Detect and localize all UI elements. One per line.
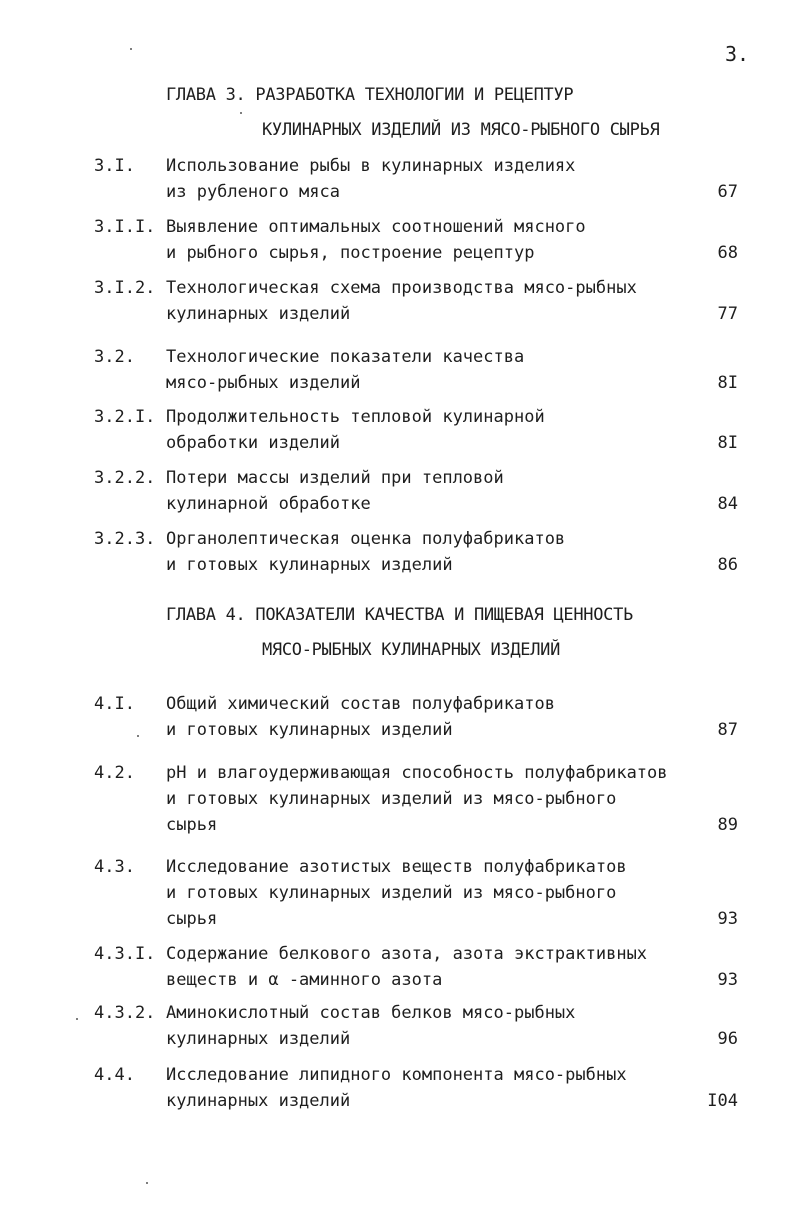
section-number: 3.2.I. bbox=[94, 407, 156, 427]
section-title-line: Потери массы изделий при тепловой bbox=[166, 468, 504, 488]
scan-speck bbox=[76, 1018, 78, 1020]
section-title-line: Исследование азотистых веществ полуфабрикатов bbox=[166, 857, 627, 877]
section-title-line: кулинарных изделий bbox=[166, 1029, 351, 1049]
section-title-line: Выявление оптимальных соотношений мясного bbox=[166, 217, 586, 237]
section-title-line: Общий химический состав полуфабрикатов bbox=[166, 694, 555, 714]
section-title-line: и готовых кулинарных изделий bbox=[166, 720, 453, 740]
chapter-3-title: ГЛАВА 3. РАЗРАБОТКА ТЕХНОЛОГИИ И РЕЦЕПТУР bbox=[166, 85, 574, 105]
page-ref: 8I bbox=[717, 373, 738, 393]
section-title-line: и готовых кулинарных изделий из мясо-рыбного bbox=[166, 789, 617, 809]
section-title-line: веществ и α -аминного азота bbox=[166, 970, 443, 990]
section-title-line: кулинарных изделий bbox=[166, 1091, 351, 1111]
section-title-line: и готовых кулинарных изделий из мясо-рыбного bbox=[166, 883, 617, 903]
page-ref: 68 bbox=[717, 243, 738, 263]
section-number: 3.I. bbox=[94, 156, 135, 176]
chapter-3-subtitle: КУЛИНАРНЫХ ИЗДЕЛИЙ ИЗ МЯСО-РЫБНОГО СЫРЬЯ bbox=[262, 120, 660, 140]
section-title-line: Продолжительность тепловой кулинарной bbox=[166, 407, 545, 427]
page-ref: 93 bbox=[717, 970, 738, 990]
section-number: 4.3.2. bbox=[94, 1003, 156, 1023]
section-number: 3.I.2. bbox=[94, 278, 156, 298]
section-title-line: pH и влагоудерживающая способность полуфабрикатов bbox=[166, 763, 668, 783]
section-title-line: сырья bbox=[166, 815, 218, 835]
page-ref: 67 bbox=[717, 182, 738, 202]
scan-speck bbox=[130, 48, 132, 50]
section-title-line: и готовых кулинарных изделий bbox=[166, 555, 453, 575]
section-title-line: и рыбного сырья, построение рецептур bbox=[166, 243, 535, 263]
section-title-line: Органолептическая оценка полуфабрикатов bbox=[166, 529, 566, 549]
section-number: 3.2.3. bbox=[94, 529, 156, 549]
section-title-line: обработки изделий bbox=[166, 433, 340, 453]
section-number: 4.3.I. bbox=[94, 944, 156, 964]
scan-speck bbox=[146, 1182, 148, 1184]
page-ref: 96 bbox=[717, 1029, 738, 1049]
scan-speck bbox=[240, 112, 242, 114]
section-title-line: кулинарной обработке bbox=[166, 494, 371, 514]
section-number: 4.4. bbox=[94, 1065, 135, 1085]
section-title-line: сырья bbox=[166, 909, 218, 929]
section-number: 4.2. bbox=[94, 763, 135, 783]
section-title-line: Исследование липидного компонента мясо-рыбных bbox=[166, 1065, 627, 1085]
section-title-line: мясо-рыбных изделий bbox=[166, 373, 361, 393]
section-number: 3.I.I. bbox=[94, 217, 156, 237]
page-ref: 87 bbox=[717, 720, 738, 740]
chapter-4-subtitle: МЯСО-РЫБНЫХ КУЛИНАРНЫХ ИЗДЕЛИЙ bbox=[262, 640, 561, 660]
page-number: 3. bbox=[725, 42, 750, 66]
chapter-4-title: ГЛАВА 4. ПОКАЗАТЕЛИ КАЧЕСТВА И ПИЩЕВАЯ ЦЕННОСТЬ bbox=[166, 605, 633, 625]
section-title-line: кулинарных изделий bbox=[166, 304, 351, 324]
section-title-line: Технологическая схема производства мясо-рыбных bbox=[166, 278, 637, 298]
page-ref: I04 bbox=[707, 1091, 738, 1111]
page-ref: 77 bbox=[717, 304, 738, 324]
section-title-line: из рубленого мяса bbox=[166, 182, 340, 202]
scan-speck bbox=[137, 735, 139, 737]
page-ref: 8I bbox=[717, 433, 738, 453]
section-number: 3.2. bbox=[94, 347, 135, 367]
section-number: 3.2.2. bbox=[94, 468, 156, 488]
page-ref: 89 bbox=[717, 815, 738, 835]
section-title-line: Использование рыбы в кулинарных изделиях bbox=[166, 156, 576, 176]
section-number: 4.3. bbox=[94, 857, 135, 877]
page-ref: 84 bbox=[717, 494, 738, 514]
section-title-line: Технологические показатели качества bbox=[166, 347, 525, 367]
section-title-line: Содержание белкового азота, азота экстрактивных bbox=[166, 944, 648, 964]
page-ref: 93 bbox=[717, 909, 738, 929]
section-title-line: Аминокислотный состав белков мясо-рыбных bbox=[166, 1003, 576, 1023]
section-number: 4.I. bbox=[94, 694, 135, 714]
page-ref: 86 bbox=[717, 555, 738, 575]
